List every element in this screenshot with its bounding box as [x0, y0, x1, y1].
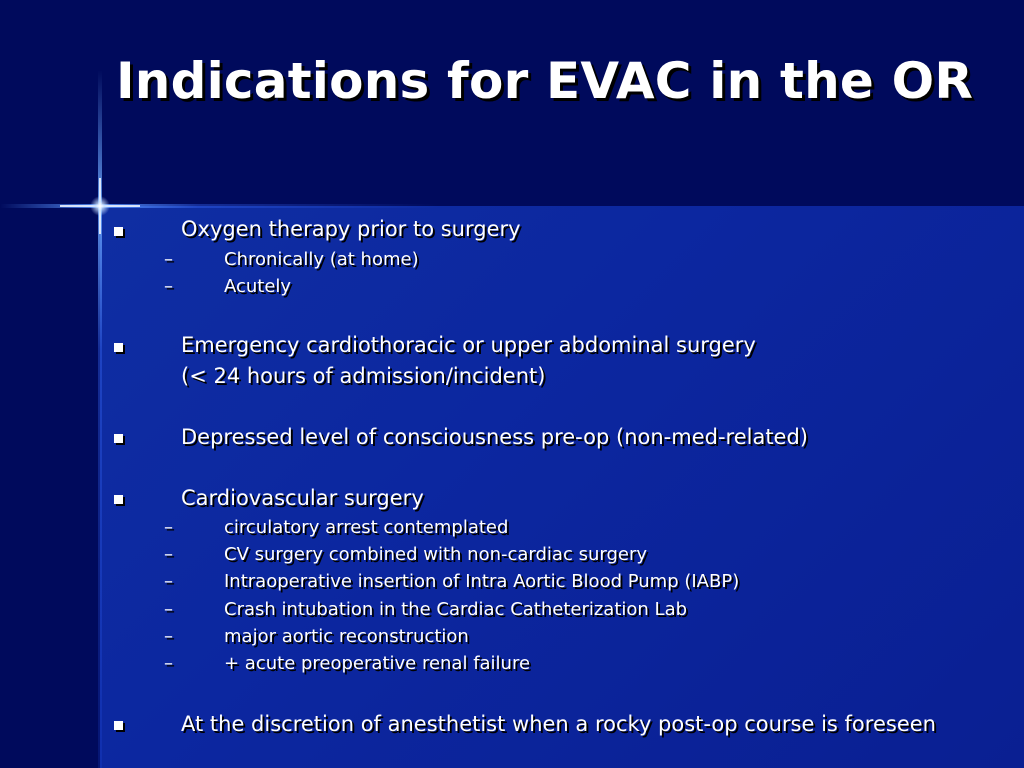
- bullet-text: Oxygen therapy prior to surgery: [181, 217, 521, 241]
- sub-bullet-text: major aortic reconstruction: [224, 626, 469, 647]
- light-flare-vertical: [98, 70, 102, 768]
- sub-bullet-text: Chronically (at home): [224, 249, 419, 270]
- dash-icon: –: [164, 249, 173, 270]
- dash-icon: –: [164, 517, 173, 538]
- bullet-square-icon: [114, 495, 123, 504]
- sub-bullet-text: + acute preoperative renal failure: [224, 653, 531, 674]
- dash-icon: –: [164, 626, 173, 647]
- dash-icon: –: [164, 571, 173, 592]
- dash-icon: –: [164, 276, 173, 297]
- bullet-text: At the discretion of anesthetist when a rocky post-op course is foreseen: [181, 712, 936, 736]
- sub-bullet-text: Intraoperative insertion of Intra Aortic Blood Pump (IABP): [224, 571, 740, 592]
- light-flare-star-icon: [90, 196, 110, 216]
- bullet-square-icon: [114, 343, 123, 352]
- bullet-square-icon: [114, 721, 123, 730]
- dash-icon: –: [164, 544, 173, 565]
- sub-bullet-text: CV surgery combined with non-cardiac surgery: [224, 544, 647, 565]
- bullet-square-icon: [114, 434, 123, 443]
- bullet-text-continuation: (< 24 hours of admission/incident): [181, 364, 546, 388]
- bullet-text: Depressed level of consciousness pre-op (non-med-related): [181, 425, 808, 449]
- bullet-text: Emergency cardiothoracic or upper abdominal surgery: [181, 333, 756, 357]
- dash-icon: –: [164, 653, 173, 674]
- sub-bullet-text: Crash intubation in the Cardiac Catheterization Lab: [224, 599, 688, 620]
- sub-bullet-text: circulatory arrest contemplated: [224, 517, 509, 538]
- dash-icon: –: [164, 599, 173, 620]
- bullet-square-icon: [114, 227, 123, 236]
- bullet-text: Cardiovascular surgery: [181, 486, 424, 510]
- sub-bullet-text: Acutely: [224, 276, 292, 297]
- slide-title: Indications for EVAC in the OR: [116, 52, 974, 110]
